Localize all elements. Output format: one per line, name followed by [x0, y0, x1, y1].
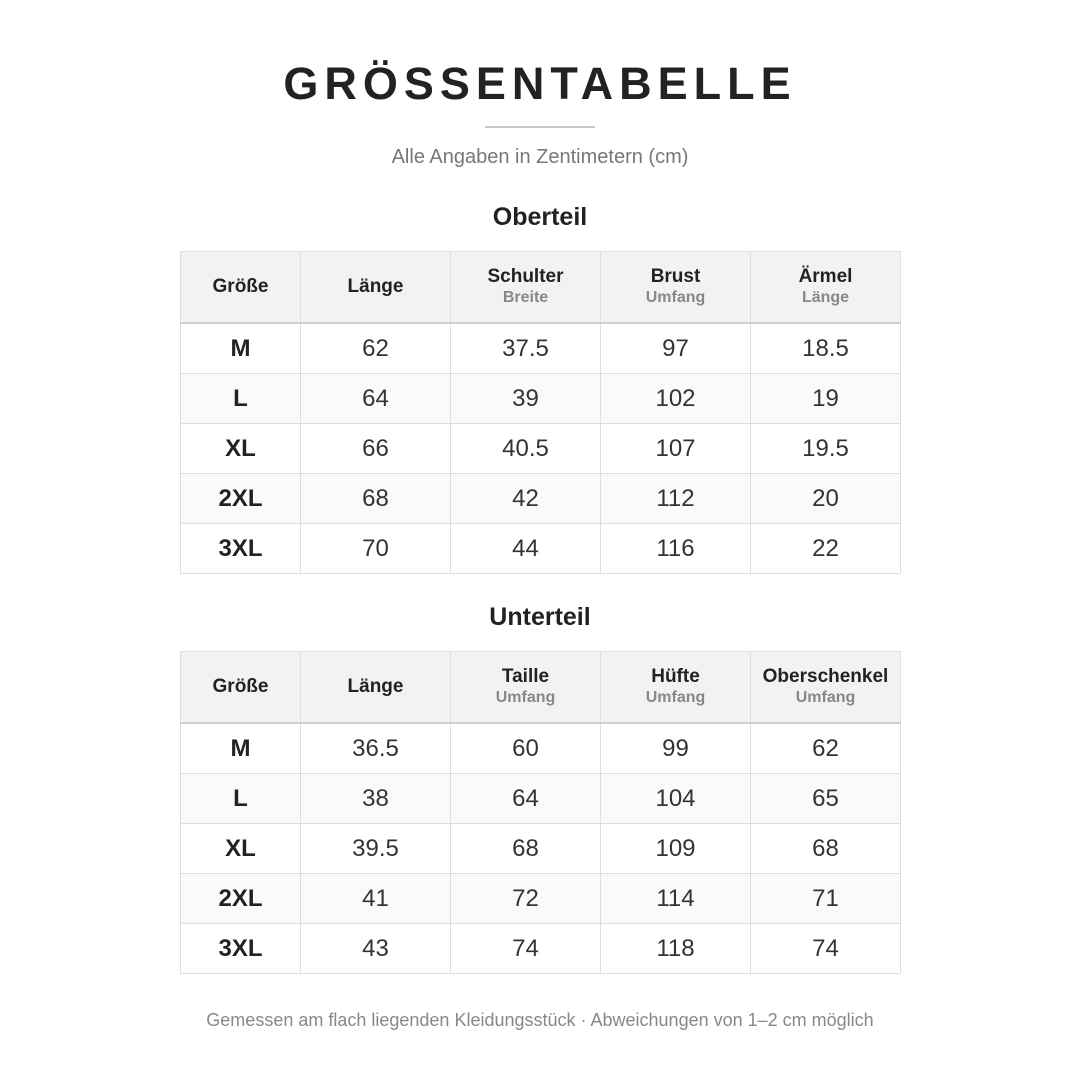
column-header [181, 652, 301, 724]
table-cell: 41 [301, 874, 451, 924]
column-header-label: Größe [212, 676, 269, 697]
size-table-unterteil [180, 651, 901, 974]
size-cell: 3XL [181, 524, 301, 574]
column-header [301, 252, 451, 324]
column-header [751, 252, 901, 324]
table-row [181, 774, 901, 824]
size-cell: 3XL [181, 924, 301, 974]
table-cell: 109 [601, 824, 751, 874]
table-cell: 116 [601, 524, 751, 574]
size-table-oberteil [180, 251, 901, 574]
column-header-sublabel: Umfang [795, 689, 856, 706]
table-cell: 19 [751, 374, 901, 424]
table-cell: 68 [301, 474, 451, 524]
column-header-label: Größe [212, 276, 269, 297]
table-header-row [181, 652, 901, 724]
table-cell: 42 [451, 474, 601, 524]
table-cell: 37.5 [451, 323, 601, 374]
table-row [181, 524, 901, 574]
column-header-sublabel: Umfang [645, 689, 706, 706]
table-cell: 99 [601, 723, 751, 774]
table-row [181, 824, 901, 874]
size-cell: M [181, 323, 301, 374]
column-header-label: Taille [501, 666, 550, 687]
table-cell: 68 [751, 824, 901, 874]
table-cell: 112 [601, 474, 751, 524]
table-cell: 107 [601, 424, 751, 474]
table-cell: 40.5 [451, 424, 601, 474]
table-cell: 68 [451, 824, 601, 874]
table-cell: 36.5 [301, 723, 451, 774]
table-cell: 71 [751, 874, 901, 924]
column-header [181, 252, 301, 324]
column-header-sublabel: Breite [502, 289, 549, 306]
column-header-sublabel: Umfang [645, 289, 706, 306]
table-row [181, 424, 901, 474]
table-cell: 44 [451, 524, 601, 574]
table-cell: 70 [301, 524, 451, 574]
table-cell: 18.5 [751, 323, 901, 374]
table-cell: 62 [751, 723, 901, 774]
table-cell: 39.5 [301, 824, 451, 874]
table-cell: 62 [301, 323, 451, 374]
table-cell: 102 [601, 374, 751, 424]
column-header [751, 652, 901, 724]
table-cell: 64 [301, 374, 451, 424]
table-cell: 66 [301, 424, 451, 474]
section-title-unterteil: Unterteil [489, 603, 591, 631]
table-row [181, 924, 901, 974]
size-cell: L [181, 374, 301, 424]
table-cell: 43 [301, 924, 451, 974]
table-cell: 38 [301, 774, 451, 824]
column-header-label: Schulter [487, 266, 564, 287]
column-header [451, 652, 601, 724]
column-header [301, 652, 451, 724]
column-header-label: Länge [347, 676, 404, 697]
table-row [181, 474, 901, 524]
size-cell: 2XL [181, 474, 301, 524]
title-divider [485, 126, 595, 128]
table-cell: 65 [751, 774, 901, 824]
column-header-sublabel: Umfang [495, 689, 556, 706]
column-header [601, 252, 751, 324]
page-title: GRÖSSENTABELLE [283, 58, 797, 109]
column-header-label: Hüfte [651, 666, 700, 687]
column-header-label: Brust [650, 266, 701, 287]
table-cell: 118 [601, 924, 751, 974]
table-cell: 104 [601, 774, 751, 824]
table-row [181, 323, 901, 374]
size-cell: XL [181, 424, 301, 474]
table-cell: 64 [451, 774, 601, 824]
table-cell: 19.5 [751, 424, 901, 474]
size-cell: L [181, 774, 301, 824]
table-row [181, 723, 901, 774]
column-header-label: Länge [347, 276, 404, 297]
table-cell: 20 [751, 474, 901, 524]
table-cell: 97 [601, 323, 751, 374]
table-cell: 22 [751, 524, 901, 574]
page-subtitle: Alle Angaben in Zentimetern (cm) [391, 146, 689, 168]
size-cell: M [181, 723, 301, 774]
column-header-sublabel: Länge [801, 289, 850, 306]
size-cell: 2XL [181, 874, 301, 924]
table-cell: 39 [451, 374, 601, 424]
table-cell: 74 [451, 924, 601, 974]
column-header [451, 252, 601, 324]
column-header-label: Oberschenkel [762, 666, 889, 687]
size-cell: XL [181, 824, 301, 874]
column-header-label: Ärmel [798, 266, 853, 287]
table-cell: 114 [601, 874, 751, 924]
footer-note: Gemessen am flach liegenden Kleidungsstück · Abweichungen von 1–2 cm möglich [206, 1010, 874, 1030]
section-title-oberteil: Oberteil [492, 203, 588, 231]
table-cell: 74 [751, 924, 901, 974]
table-row [181, 374, 901, 424]
column-header [601, 652, 751, 724]
table-cell: 72 [451, 874, 601, 924]
table-row [181, 874, 901, 924]
table-cell: 60 [451, 723, 601, 774]
table-header-row [181, 252, 901, 324]
